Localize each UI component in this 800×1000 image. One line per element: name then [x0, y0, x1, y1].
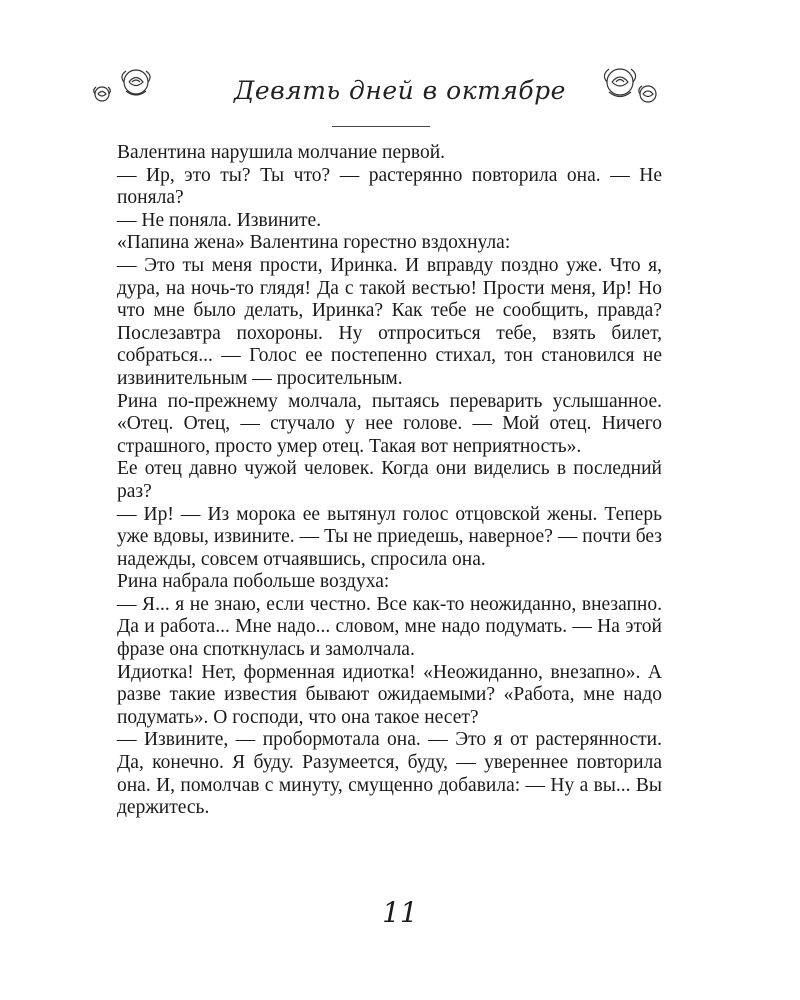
paragraph-text: «Папина жена» Валентина горестно вздохнула: [117, 232, 511, 254]
paragraph [117, 255, 662, 391]
paragraph-text: Валентина нарушила молчание первой. [117, 142, 446, 163]
paragraph [117, 504, 662, 572]
rose-ornament-icon [592, 62, 664, 112]
paragraph [117, 571, 662, 594]
paragraph-text: Рина по-прежнему молчала, пытаясь переварить услышанное. «Отец. Отец, — стучало у нее голове. — Мой отец. Ничего страшного, просто умер отец. Такая вот неприятность». [117, 390, 662, 457]
header-divider [332, 126, 430, 127]
paragraph [117, 142, 662, 165]
paragraph [117, 232, 662, 255]
book-title: Девять дней в октябре [234, 76, 566, 105]
paragraph [117, 662, 662, 730]
page-body [117, 142, 662, 820]
paragraph [117, 165, 662, 210]
paragraph-text: Ее отец давно чужой человек. Когда они виделись в последний раз? [117, 458, 662, 502]
paragraph-text: Идиотка! Нет, форменная идиотка! «Неожиданно, внезапно». А разве такие известия бывают ожидаемыми? «Работа, мне надо подумать». О господи, что она такое несет? [117, 661, 662, 728]
running-header [0, 62, 800, 132]
paragraph [117, 210, 662, 233]
paragraph-text: — Я... я не знаю, если честно. Все как-то неожиданно, внезапно. Да и работа... Мне надо... словом, мне надо подумать. — На этой фразе она споткнулась и замолчала. [117, 593, 662, 661]
paragraph [117, 458, 662, 503]
paragraph [117, 391, 662, 459]
paragraph-text: — Это ты меня прости, Иринка. И вправду поздно уже. Что я, дура, на ночь-то глядя! Да с такой вестью! Прости меня, Ир! Но что мне было делать, Иринка? Как тебе не сообщить, правда? Послезавтра похороны. Ну отпроситься тебе, взять билет, собраться... — Голос ее постепенно стихал, тон становился не извинительным — просительным. [117, 254, 662, 389]
paragraph-text: — Ир, это ты? Ты что? — растерянно повторила она. — Не поняла? [117, 164, 662, 209]
paragraph-text: — Извините, — пробормотала она. — Это я от растерянности. Да, конечно. Я буду. Разумеется, буду, — увереннее повторила она. И, помолчав с минуту, смущенно добавила: — Ну а вы... Вы держитесь. [117, 729, 662, 819]
page-number: 11 [382, 896, 418, 929]
paragraph [117, 729, 662, 819]
paragraph-text: — Ир! — Из морока ее вытянул голос отцовской жены. Теперь уже вдовы, извините. — Ты не приедешь, наверное? — почти без надежды, совсем отчаявшись, спросила она. [117, 503, 662, 570]
paragraph-text: Рина набрала побольше воздуха: [117, 571, 390, 593]
paragraph-text: — Не поняла. Извините. [117, 209, 322, 231]
paragraph [117, 594, 662, 662]
